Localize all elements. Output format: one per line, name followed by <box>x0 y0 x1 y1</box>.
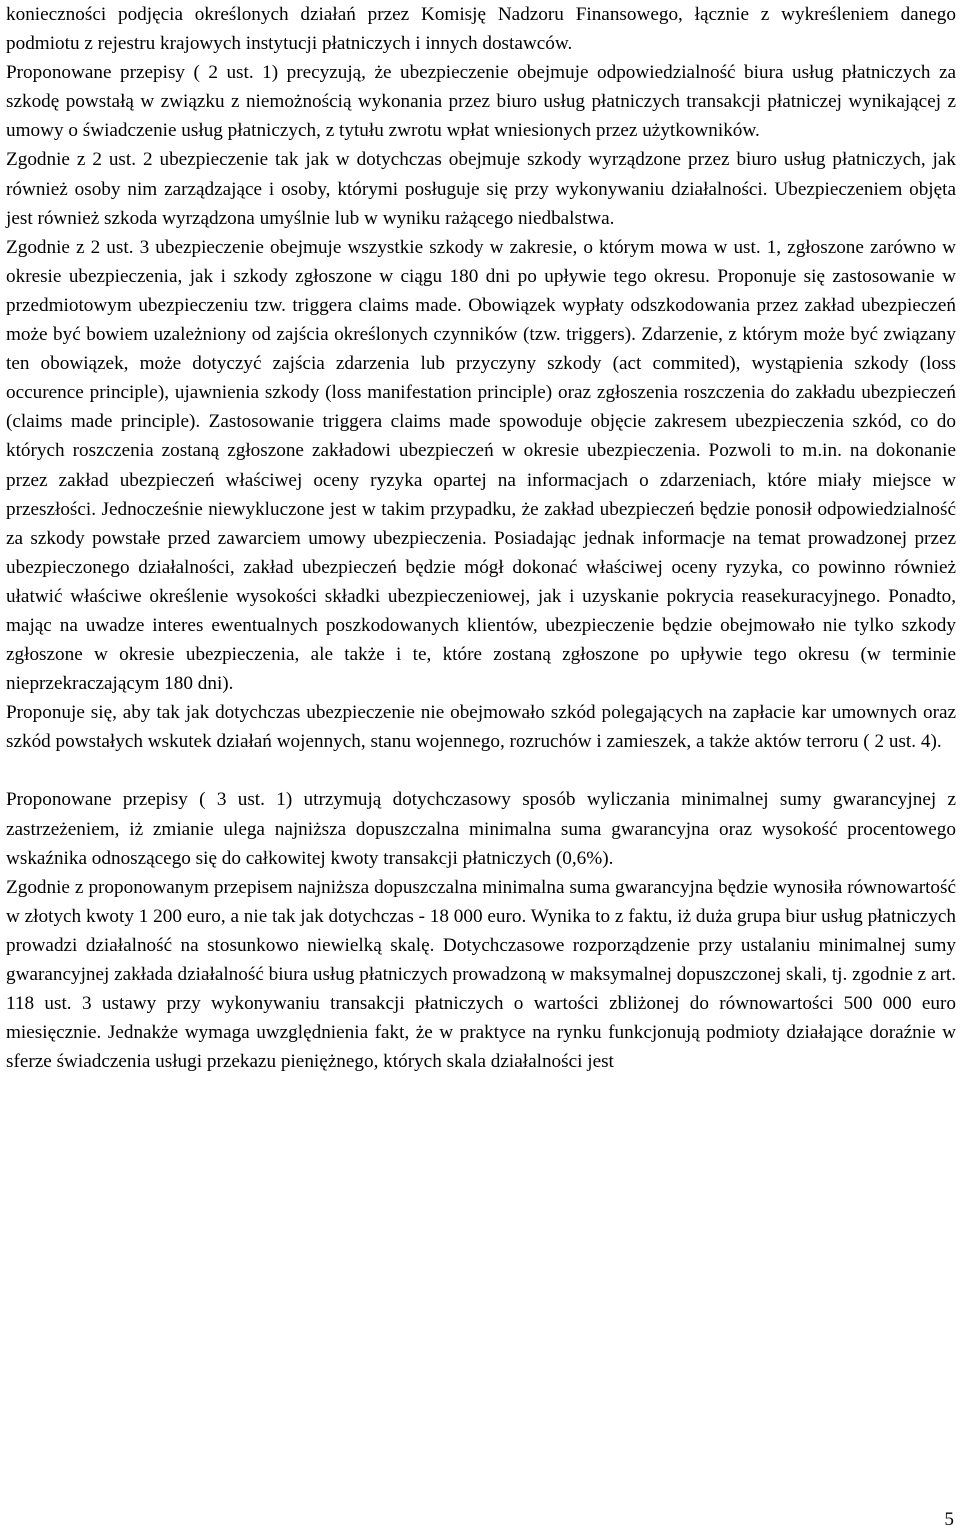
paragraph-2-ust-1: Proponowane przepisy ( 2 ust. 1) precyzują, że ubezpieczenie obejmuje odpowiedzialność biura usług płatniczych za szkodę powstałą w związku z niemożnością wykonania przez biuro usług płatniczych transakcji płatniczej wynikającej z umowy o świadczenie usług płatniczych, z tytułu zwrotu wpłat wniesionych przez użytkowników. <box>6 62 956 142</box>
paragraph-spacer <box>6 756 956 785</box>
paragraph-minimal-sum: Zgodnie z proponowanym przepisem najniższa dopuszczalna minimalna suma gwarancyjna będzie wynosiła równowartość w złotych kwoty 1 200 euro, a nie tak jak dotychczas - 18 000 euro. Wynika to z faktu, iż duża grupa biur usług płatniczych prowadzi działalność na stosunkowo niewielką skalę. Dotychczasowe rozporządzenie przy ustalaniu minimalnej sumy gwarancyjnej zakłada działalność biura usług płatniczych prowadzoną w maksymalnej dopuszczonej skali, tj. zgodnie z art. 118 ust. 3 ustawy przy wykonywaniu transakcji płatniczych o wartości zbliżonej do równowartości 500 000 euro miesięcznie. Jednakże wymaga uwzględnienia fakt, że w praktyce na rynku funkcjonują podmioty działające doraźnie w sferze świadczenia usługi przekazu pieniężnego, których skala działalności jest <box>6 876 956 1073</box>
paragraph-3-ust-1: Proponowane przepisy ( 3 ust. 1) utrzymują dotychczasowy sposób wyliczania minimalnej sumy gwarancyjnej z zastrzeżeniem, iż zmianie ulega najniższa dopuszczalna minimalna suma gwarancyjna oraz wysokość procentowego wskaźnika odnoszącego się do całkowitej kwoty transakcji płatniczych (0,6%). <box>6 789 956 869</box>
page-number: 5 <box>944 1509 954 1530</box>
paragraph-2-ust-4: Proponuje się, aby tak jak dotychczas ubezpieczenie nie obejmowało szkód polegających na zapłacie kar umownych oraz szkód powstałych wskutek działań wojennych, stanu wojennego, rozruchów i zamieszek, a także aktów terroru ( 2 ust. 4). <box>6 702 956 753</box>
paragraph-continuation: konieczności podjęcia określonych działań przez Komisję Nadzoru Finansowego, łącznie z wykreśleniem danego podmiotu z rejestru krajowych instytucji płatniczych i innych dostawców. <box>6 4 956 55</box>
document-page <box>6 0 956 1076</box>
paragraph-2-ust-2: Zgodnie z 2 ust. 2 ubezpieczenie tak jak w dotychczas obejmuje szkody wyrządzone przez biuro usług płatniczych, jak również osoby nim zarządzające i osoby, którymi posługuje się przy wykonywaniu działalności. Ubezpieczeniem objęta jest również szkoda wyrządzona umyślnie lub w wyniku rażącego niedbalstwa. <box>6 149 956 229</box>
paragraph-2-ust-3: Zgodnie z 2 ust. 3 ubezpieczenie obejmuje wszystkie szkody w zakresie, o którym mowa w ust. 1, zgłoszone zarówno w okresie ubezpieczenia, jak i szkody zgłoszone w ciągu 180 dni po upływie tego okresu. Proponuje się zastosowanie w przedmiotowym ubezpieczeniu tzw. triggera claims made. Obowiązek wypłaty odszkodowania przez zakład ubezpieczeń może być bowiem uzależniony od zajścia określonych czynników (tzw. triggers). Zdarzenie, z którym może być związany ten obowiązek, może dotyczyć zajścia zdarzenia lub przyczyny szkody (act commited), wystąpienia szkody (loss occurence principle), ujawnienia szkody (loss manifestation principle) oraz zgłoszenia roszczenia do zakładu ubezpieczeń (claims made principle). Zastosowanie triggera claims made spowoduje objęcie zakresem ubezpieczenia szkód, co do których roszczenia zostaną zgłoszone zakładowi ubezpieczeń w okresie ubezpieczenia. Pozwoli to m.in. na dokonanie przez zakład ubezpieczeń właściwej oceny ryzyka opartej na informacjach o zdarzeniach, które miały miejsce w przeszłości. Jednocześnie niewykluczone jest w takim przypadku, że zakład ubezpieczeń będzie ponosił odpowiedzialność za szkody powstałe przed zawarciem umowy ubezpieczenia. Posiadając jednak informacje na temat prowadzonej przez ubezpieczonego działalności, zakład ubezpieczeń będzie mógł dokonać właściwej oceny ryzyka, co powinno również ułatwić właściwe określenie wysokości składki ubezpieczeniowej, jak i uzyskanie pokrycia reasekuracyjnego. Ponadto, mając na uwadze interes ewentualnych poszkodowanych klientów, ubezpieczenie będzie obejmowało nie tylko szkody zgłoszone w okresie ubezpieczenia, ale także i te, które zostaną zgłoszone po upływie tego okresu (w terminie nieprzekraczającym 180 dni). <box>6 236 956 695</box>
